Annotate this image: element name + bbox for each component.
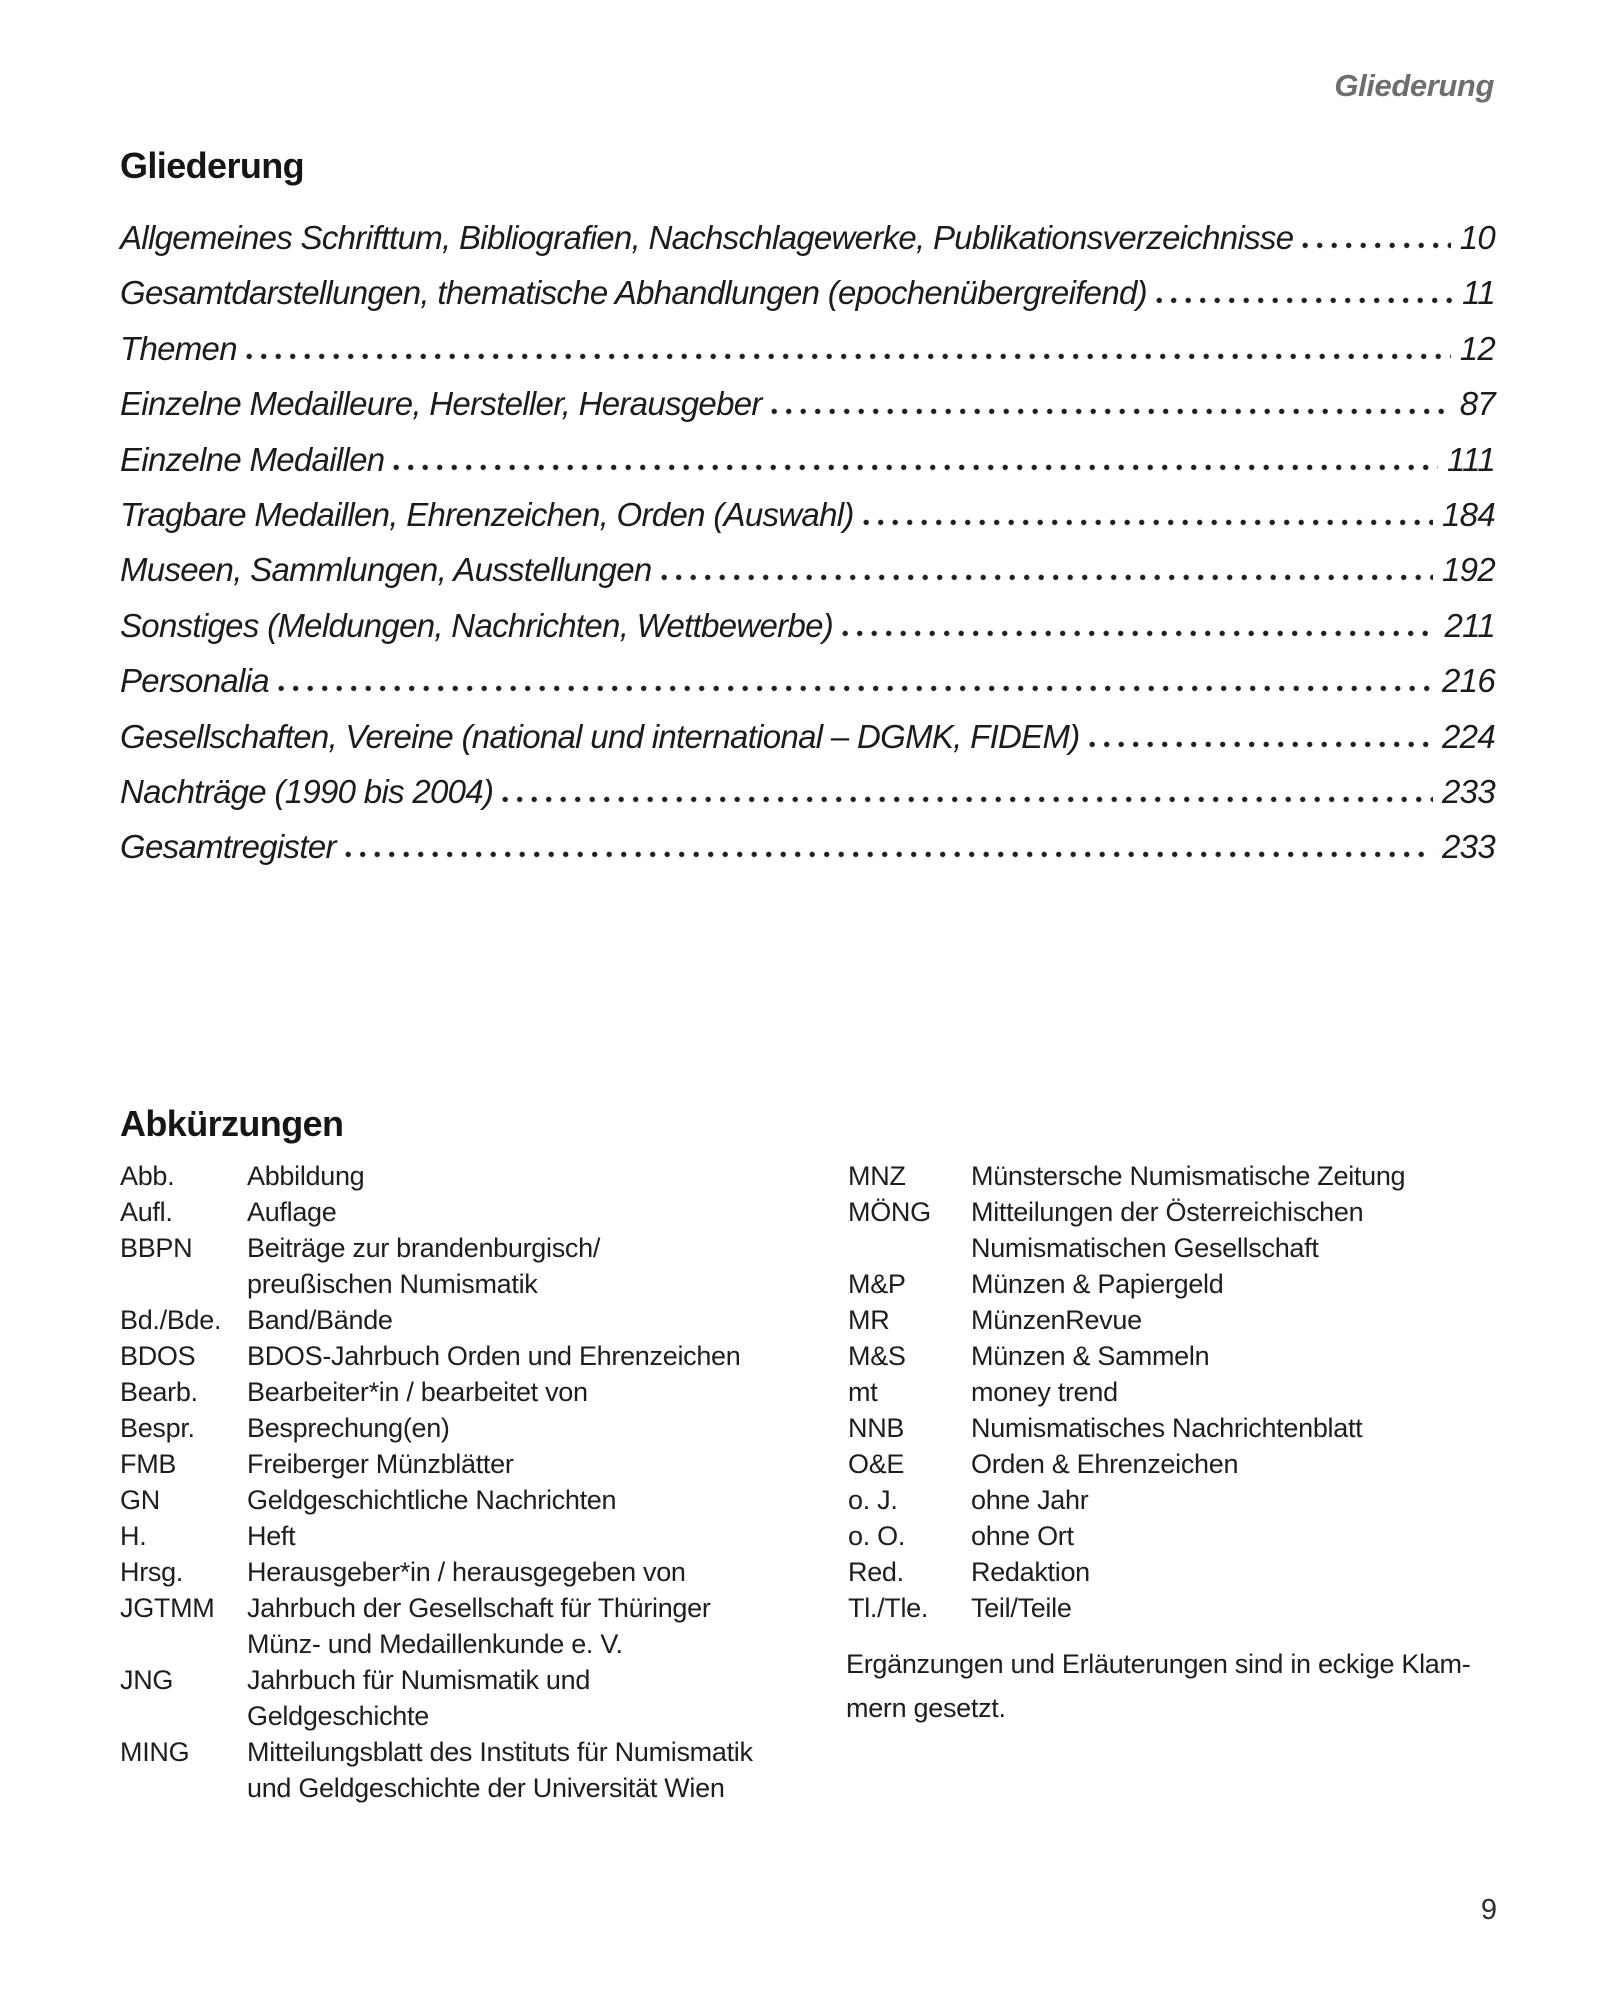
abbreviation-row xyxy=(848,1374,1513,1410)
abbreviation-definition: Besprechung(en) xyxy=(247,1413,450,1443)
abbreviation-row xyxy=(120,1410,830,1446)
abbreviation-row xyxy=(120,1158,830,1194)
abbreviations-right-column xyxy=(848,1158,1513,1626)
toc-entry xyxy=(120,487,1495,542)
toc-entry xyxy=(120,764,1495,819)
dot-leader xyxy=(345,851,1433,858)
abbreviation-row xyxy=(120,1446,830,1482)
toc-entry xyxy=(120,321,1495,376)
abbreviation-row xyxy=(120,1302,830,1338)
toc-entry-page: 12 xyxy=(1459,329,1495,367)
toc-entry xyxy=(120,432,1495,487)
abbreviation-definition: Geldgeschichtliche Nachrichten xyxy=(247,1485,617,1515)
brackets-note xyxy=(846,1642,1526,1730)
toc-entry-title: Gesamtdarstellungen, thematische Abhandlungen (epochenübergreifend) xyxy=(120,274,1147,312)
abbreviation-definition: Herausgeber*in / herausgegeben von xyxy=(247,1557,686,1587)
abbreviation-definition: Jahrbuch der Gesellschaft für Thüringer Münz- und Medaillenkunde e. V. xyxy=(247,1593,711,1659)
abbreviation-term: JGTMM xyxy=(120,1593,215,1623)
toc-entry xyxy=(120,709,1495,764)
toc-entry xyxy=(120,819,1495,874)
dot-leader xyxy=(246,353,1451,360)
abbreviation-term: o. J. xyxy=(848,1485,898,1515)
abbreviation-row xyxy=(848,1158,1513,1194)
abbreviation-row xyxy=(848,1518,1513,1554)
abbreviation-term: H. xyxy=(120,1521,147,1551)
toc-entry-page: 10 xyxy=(1459,219,1495,256)
abbreviation-definition: ohne Ort xyxy=(971,1521,1074,1551)
abbreviation-row xyxy=(120,1338,830,1374)
abbreviation-definition: Münzen & Papiergeld xyxy=(971,1269,1224,1299)
abbreviation-term: o. O. xyxy=(848,1521,906,1551)
toc-entry-title: Allgemeines Schrifttum, Bibliografien, Nachschlagewerke, Publikationsverzeichnisse xyxy=(120,219,1294,256)
abbreviation-term: MÖNG xyxy=(848,1197,931,1227)
abbreviation-term: Red. xyxy=(848,1557,904,1587)
toc-entry-page: 111 xyxy=(1446,440,1495,478)
abbreviation-term: NNB xyxy=(848,1413,905,1443)
abbreviation-definition: Bearbeiter*in / bearbeitet von xyxy=(247,1377,588,1407)
abbreviation-definition: MünzenRevue xyxy=(971,1305,1142,1335)
abbreviation-definition: BDOS-Jahrbuch Orden und Ehrenzeichen xyxy=(247,1341,741,1371)
toc-entry-page: 224 xyxy=(1442,717,1495,755)
abbreviation-row xyxy=(120,1194,830,1230)
abbreviation-row xyxy=(120,1482,830,1518)
abbreviation-definition: Redaktion xyxy=(971,1557,1090,1587)
abbreviation-row xyxy=(848,1338,1513,1374)
toc-entry-title: Einzelne Medailleure, Hersteller, Herausgeber xyxy=(120,385,762,423)
abbreviation-term: Tl./Tle. xyxy=(848,1593,929,1623)
toc-entry-title: Einzelne Medaillen xyxy=(120,440,385,478)
dot-leader xyxy=(863,519,1433,526)
abbreviation-term: JNG xyxy=(120,1665,174,1695)
toc-entry xyxy=(120,376,1495,431)
page-number: 9 xyxy=(1480,1894,1497,1926)
dot-leader xyxy=(661,574,1434,581)
toc-entry-title: Museen, Sammlungen, Ausstellungen xyxy=(120,551,652,589)
abbreviation-row xyxy=(848,1302,1513,1338)
abbreviation-term: Bespr. xyxy=(120,1413,195,1443)
abbreviation-definition: Heft xyxy=(247,1521,296,1551)
dot-leader xyxy=(842,630,1435,637)
dot-leader xyxy=(393,464,1438,471)
abbreviation-term: BBPN xyxy=(120,1233,193,1263)
abbreviation-term: O&E xyxy=(848,1449,905,1479)
abbreviation-term: FMB xyxy=(120,1449,177,1479)
dot-leader xyxy=(278,685,1433,692)
abbreviation-definition: money trend xyxy=(971,1377,1118,1407)
abbreviation-row xyxy=(120,1230,830,1302)
abbreviation-row xyxy=(120,1662,830,1734)
abbreviations-left-column xyxy=(120,1158,830,1806)
toc-entry xyxy=(120,210,1495,265)
abbreviation-definition: Freiberger Münzblätter xyxy=(247,1449,514,1479)
abbreviation-definition: Orden & Ehrenzeichen xyxy=(971,1449,1239,1479)
dot-leader xyxy=(771,408,1451,415)
abbreviation-definition: Münzen & Sammeln xyxy=(971,1341,1210,1371)
abbreviation-definition: Jahrbuch für Numismatik und Geldgeschichte xyxy=(247,1665,591,1731)
dot-leader xyxy=(502,796,1433,803)
toc-heading: Gliederung xyxy=(120,145,305,186)
dot-leader xyxy=(1089,741,1433,748)
dot-leader xyxy=(1302,242,1450,249)
toc-entry-title: Gesellschaften, Vereine (national und international – DGMK, FIDEM) xyxy=(120,717,1080,755)
abbreviation-term: mt xyxy=(848,1377,878,1407)
toc-entry-page: 184 xyxy=(1442,495,1495,533)
toc-entry-title: Gesamtregister xyxy=(120,828,336,866)
toc-entry xyxy=(120,542,1495,597)
abbreviation-term: Aufl. xyxy=(120,1197,173,1227)
toc-entry-page: 233 xyxy=(1442,772,1495,810)
toc-entry-title: Tragbare Medaillen, Ehrenzeichen, Orden (Auswahl) xyxy=(120,495,854,533)
abbreviation-row xyxy=(848,1266,1513,1302)
toc-entry xyxy=(120,653,1495,708)
abbreviation-term: Bd./Bde. xyxy=(120,1305,222,1335)
toc-entry-title: Sonstiges (Meldungen, Nachrichten, Wettbewerbe) xyxy=(120,606,834,644)
abbreviation-row xyxy=(848,1446,1513,1482)
toc-entry-title: Personalia xyxy=(120,662,269,700)
toc-entry-page: 216 xyxy=(1442,662,1495,700)
abbreviation-definition: Mitteilungsblatt des Instituts für Numismatik und Geldgeschichte der Universität Wien xyxy=(247,1737,753,1803)
toc-entry-title: Themen xyxy=(120,329,237,367)
abbreviation-row xyxy=(848,1482,1513,1518)
abbreviation-term: MING xyxy=(120,1737,190,1767)
abbreviation-row xyxy=(848,1410,1513,1446)
abbreviations-heading: Abkürzungen xyxy=(120,1103,344,1144)
abbreviation-row xyxy=(120,1554,830,1590)
abbreviation-term: M&S xyxy=(848,1341,906,1371)
abbreviation-row xyxy=(848,1554,1513,1590)
abbreviation-definition: Auflage xyxy=(247,1197,337,1227)
abbreviation-row xyxy=(120,1518,830,1554)
abbreviation-definition: Numismatisches Nachrichtenblatt xyxy=(971,1413,1363,1443)
abbreviation-definition: Teil/Teile xyxy=(971,1593,1072,1623)
abbreviation-definition: Münstersche Numismatische Zeitung xyxy=(971,1161,1406,1191)
toc-entry xyxy=(120,598,1495,653)
toc-entry-page: 11 xyxy=(1462,274,1495,312)
abbreviation-definition: Beiträge zur brandenburgisch/ preußischen Numismatik xyxy=(247,1233,601,1299)
abbreviation-term: Abb. xyxy=(120,1161,175,1191)
note-line: Ergänzungen und Erläuterungen sind in eckige Klam- xyxy=(846,1649,1471,1679)
abbreviation-term: Bearb. xyxy=(120,1377,198,1407)
abbreviation-row xyxy=(848,1590,1513,1626)
toc-entry-page: 87 xyxy=(1459,385,1495,423)
abbreviation-term: Hrsg. xyxy=(120,1557,184,1587)
abbreviation-definition: Band/Bände xyxy=(247,1305,393,1335)
abbreviation-term: M&P xyxy=(848,1269,906,1299)
note-line: mern gesetzt. xyxy=(846,1693,1006,1723)
running-header: Gliederung xyxy=(1334,68,1494,103)
abbreviation-definition: Mitteilungen der Österreichischen Numismatischen Gesellschaft xyxy=(971,1197,1364,1263)
abbreviation-row xyxy=(120,1590,830,1662)
abbreviation-row xyxy=(120,1734,830,1806)
abbreviation-definition: ohne Jahr xyxy=(971,1485,1089,1515)
toc-entry-page: 192 xyxy=(1442,551,1495,589)
toc-entry-page: 233 xyxy=(1442,828,1495,866)
toc-entry-page: 211 xyxy=(1444,606,1495,644)
abbreviation-term: MR xyxy=(848,1305,890,1335)
abbreviation-term: GN xyxy=(120,1485,160,1515)
table-of-contents xyxy=(120,210,1495,875)
dot-leader xyxy=(1156,297,1453,304)
toc-entry xyxy=(120,265,1495,320)
abbreviation-definition: Abbildung xyxy=(247,1161,365,1191)
abbreviation-row xyxy=(120,1374,830,1410)
toc-entry-title: Nachträge (1990 bis 2004) xyxy=(120,772,494,810)
abbreviation-term: MNZ xyxy=(848,1161,906,1191)
abbreviation-row xyxy=(848,1194,1513,1266)
abbreviation-term: BDOS xyxy=(120,1341,196,1371)
